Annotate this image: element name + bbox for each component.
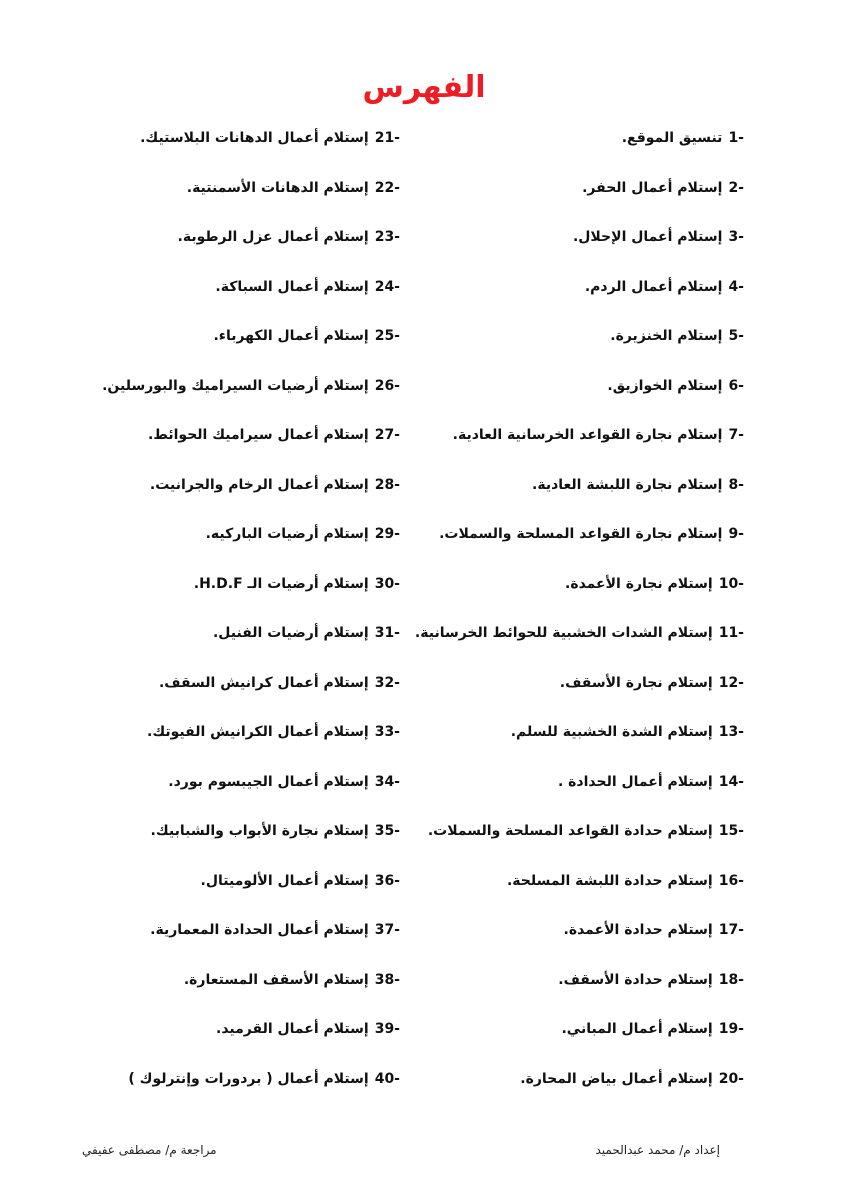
toc-item-number: 17- bbox=[718, 922, 744, 938]
footer-prepared-by: إعداد م/ محمد عبدالحميد bbox=[595, 1143, 720, 1157]
toc-item-number: 20- bbox=[718, 1070, 744, 1087]
toc-item-number: 32- bbox=[374, 674, 400, 691]
toc-item-text: إستلام أعمال الألوميتال. bbox=[200, 872, 369, 889]
toc-item bbox=[404, 716, 744, 766]
toc-item-text: إستلام أعمال الإحلال. bbox=[572, 229, 723, 245]
toc-item-text: إستلام الشدة الخشبية للسلم. bbox=[510, 724, 713, 740]
toc-item bbox=[70, 964, 400, 1014]
toc-item bbox=[70, 568, 400, 618]
toc-item bbox=[404, 122, 744, 172]
toc-item bbox=[404, 320, 744, 370]
toc-item-text: إستلام أعمال كرانيش السقف. bbox=[158, 674, 369, 691]
toc-item-number: 35- bbox=[374, 823, 400, 839]
toc-item bbox=[70, 914, 400, 964]
toc-item-number: 8- bbox=[728, 476, 744, 493]
toc-item-number: 24- bbox=[374, 278, 400, 295]
toc-item bbox=[70, 122, 400, 172]
toc-column-left bbox=[70, 122, 400, 1112]
toc-item-text: إستلام حدادة الأعمدة. bbox=[563, 922, 713, 938]
toc-item-number: 19- bbox=[718, 1021, 744, 1037]
toc-item bbox=[70, 617, 400, 667]
toc-item-number: 5- bbox=[728, 328, 744, 344]
toc-item-text: إستلام أعمال الحفر. bbox=[582, 179, 723, 196]
toc-item-text: إستلام الأسقف المستعارة. bbox=[183, 971, 369, 988]
toc-item-number: 31- bbox=[374, 625, 400, 641]
toc-item bbox=[70, 469, 400, 519]
toc-item-text: إستلام الخنزيرة. bbox=[610, 328, 723, 344]
toc-item-text: إستلام أعمال الكهرباء. bbox=[213, 328, 369, 344]
toc-item-text: إستلام أعمال الحدادة المعمارية. bbox=[150, 922, 369, 938]
toc-item bbox=[70, 1013, 400, 1063]
toc-item-number: 6- bbox=[728, 377, 744, 394]
toc-item-text: إستلام نجارة الأسقف. bbox=[559, 674, 713, 691]
toc-item-number: 1- bbox=[728, 130, 744, 146]
toc-item-number: 37- bbox=[374, 922, 400, 938]
toc-item-text: إستلام أعمال الدهانات البلاستيك. bbox=[140, 130, 369, 146]
toc-item-number: 29- bbox=[374, 526, 400, 542]
toc-item-number: 21- bbox=[374, 130, 400, 146]
toc-item bbox=[404, 865, 744, 915]
toc-item-number: 33- bbox=[374, 724, 400, 740]
toc-item-text: إستلام أرضيات الـ H.D.F. bbox=[193, 575, 369, 592]
toc-item bbox=[70, 518, 400, 568]
toc-item bbox=[404, 419, 744, 469]
toc-item-number: 10- bbox=[718, 575, 744, 592]
toc-item bbox=[404, 766, 744, 816]
toc-item bbox=[404, 815, 744, 865]
toc-item bbox=[70, 271, 400, 321]
toc-item bbox=[404, 370, 744, 420]
toc-item-text: إستلام نجارة الأبواب والشبابيك. bbox=[150, 823, 369, 839]
toc-item-text: إستلام نجارة اللبشة العادية. bbox=[532, 476, 723, 493]
toc-item-number: 4- bbox=[728, 278, 744, 295]
toc-item-number: 13- bbox=[718, 724, 744, 740]
toc-item-number: 27- bbox=[374, 427, 400, 443]
toc-item bbox=[70, 370, 400, 420]
toc-item-text: إستلام أعمال سيراميك الحوائط. bbox=[148, 427, 369, 443]
toc-item-number: 22- bbox=[374, 179, 400, 196]
toc-item-text: إستلام حدادة اللبشة المسلحة. bbox=[506, 872, 713, 889]
toc-item bbox=[70, 815, 400, 865]
toc-item-text: إستلام نجارة الأعمدة. bbox=[565, 575, 713, 592]
toc-item-text: إستلام أرضيات السيراميك والبورسلين. bbox=[102, 377, 369, 394]
toc-item-number: 11- bbox=[718, 625, 744, 641]
toc-item-text: إستلام نجارة القواعد المسلحة والسملات. bbox=[439, 526, 723, 542]
toc-item bbox=[404, 172, 744, 222]
toc-item bbox=[404, 667, 744, 717]
toc-item bbox=[70, 766, 400, 816]
toc-item-text: إستلام أعمال بياض المحارة. bbox=[520, 1070, 713, 1087]
toc-item-number: 39- bbox=[374, 1021, 400, 1037]
toc-item-number: 25- bbox=[374, 328, 400, 344]
toc-item-number: 26- bbox=[374, 377, 400, 394]
toc-item-text: إستلام أرضيات الفنيل. bbox=[212, 625, 369, 641]
toc-item-number: 40- bbox=[374, 1070, 400, 1087]
toc-item-text: إستلام حدادة القواعد المسلحة والسملات. bbox=[427, 823, 713, 839]
toc-item-number: 2- bbox=[728, 179, 744, 196]
toc-item-text: إستلام نجارة القواعد الخرسانية العادية. bbox=[452, 427, 723, 443]
toc-item bbox=[70, 716, 400, 766]
toc-item-text: إستلام أعمال عزل الرطوبة. bbox=[177, 229, 369, 245]
toc-item bbox=[404, 914, 744, 964]
toc-item-text: إستلام حدادة الأسقف. bbox=[558, 971, 713, 988]
toc-item-text: إستلام الخوازيق. bbox=[607, 377, 723, 394]
toc-item-number: 12- bbox=[718, 674, 744, 691]
toc-item-text: إستلام أعمال القرميد. bbox=[216, 1021, 369, 1037]
toc-item-text: إستلام أعمال الرخام والجرانيت. bbox=[149, 476, 369, 493]
toc-item-text: إستلام أعمال الحدادة . bbox=[557, 773, 713, 790]
page-title: الفهرس bbox=[362, 70, 486, 105]
toc-item-text: إستلام أعمال ( بردورات وإنترلوك ) bbox=[128, 1070, 369, 1087]
toc-item-text: إستلام أعمال السباكة. bbox=[215, 278, 369, 295]
toc-item-number: 30- bbox=[374, 575, 400, 592]
toc-item bbox=[404, 1013, 744, 1063]
toc-item bbox=[70, 667, 400, 717]
toc-item bbox=[404, 964, 744, 1014]
toc-item-number: 14- bbox=[718, 773, 744, 790]
toc-item-text: إستلام أرضيات الباركيه. bbox=[205, 526, 369, 542]
toc-item-number: 9- bbox=[728, 526, 744, 542]
toc-item-number: 16- bbox=[718, 872, 744, 889]
toc-item-number: 23- bbox=[374, 229, 400, 245]
toc-item-number: 7- bbox=[728, 427, 744, 443]
toc-item bbox=[70, 1063, 400, 1113]
toc-item-number: 38- bbox=[374, 971, 400, 988]
toc-item bbox=[70, 172, 400, 222]
toc-item-text: إستلام أعمال الكرانيش الفيوتك. bbox=[147, 724, 369, 740]
toc-item-text: إستلام الدهانات الأسمنتية. bbox=[186, 179, 369, 196]
toc-item-number: 36- bbox=[374, 872, 400, 889]
toc-item bbox=[404, 469, 744, 519]
toc-item-text: إستلام أعمال الردم. bbox=[584, 278, 723, 295]
toc-item bbox=[404, 617, 744, 667]
toc-item-number: 34- bbox=[374, 773, 400, 790]
toc-item-text: إستلام أعمال الجيبسوم بورد. bbox=[168, 773, 369, 790]
toc-item-number: 28- bbox=[374, 476, 400, 493]
toc-item bbox=[404, 518, 744, 568]
toc-item bbox=[70, 419, 400, 469]
toc-item-number: 18- bbox=[718, 971, 744, 988]
toc-item bbox=[70, 221, 400, 271]
toc-item bbox=[70, 865, 400, 915]
toc-item bbox=[404, 568, 744, 618]
toc-item bbox=[404, 221, 744, 271]
toc-item-text: تنسيق الموقع. bbox=[621, 130, 723, 146]
toc-column-right bbox=[404, 122, 744, 1112]
toc-item-number: 15- bbox=[718, 823, 744, 839]
toc-item-number: 3- bbox=[728, 229, 744, 245]
toc-item-text: إستلام الشدات الخشبية للحوائط الخرسانية. bbox=[414, 625, 713, 641]
toc-item bbox=[404, 271, 744, 321]
toc-item bbox=[70, 320, 400, 370]
toc-item bbox=[404, 1063, 744, 1113]
toc-item-text: إستلام أعمال المباني. bbox=[561, 1021, 713, 1037]
footer-reviewed-by: مراجعة م/ مصطفى عفيفي bbox=[82, 1143, 217, 1157]
